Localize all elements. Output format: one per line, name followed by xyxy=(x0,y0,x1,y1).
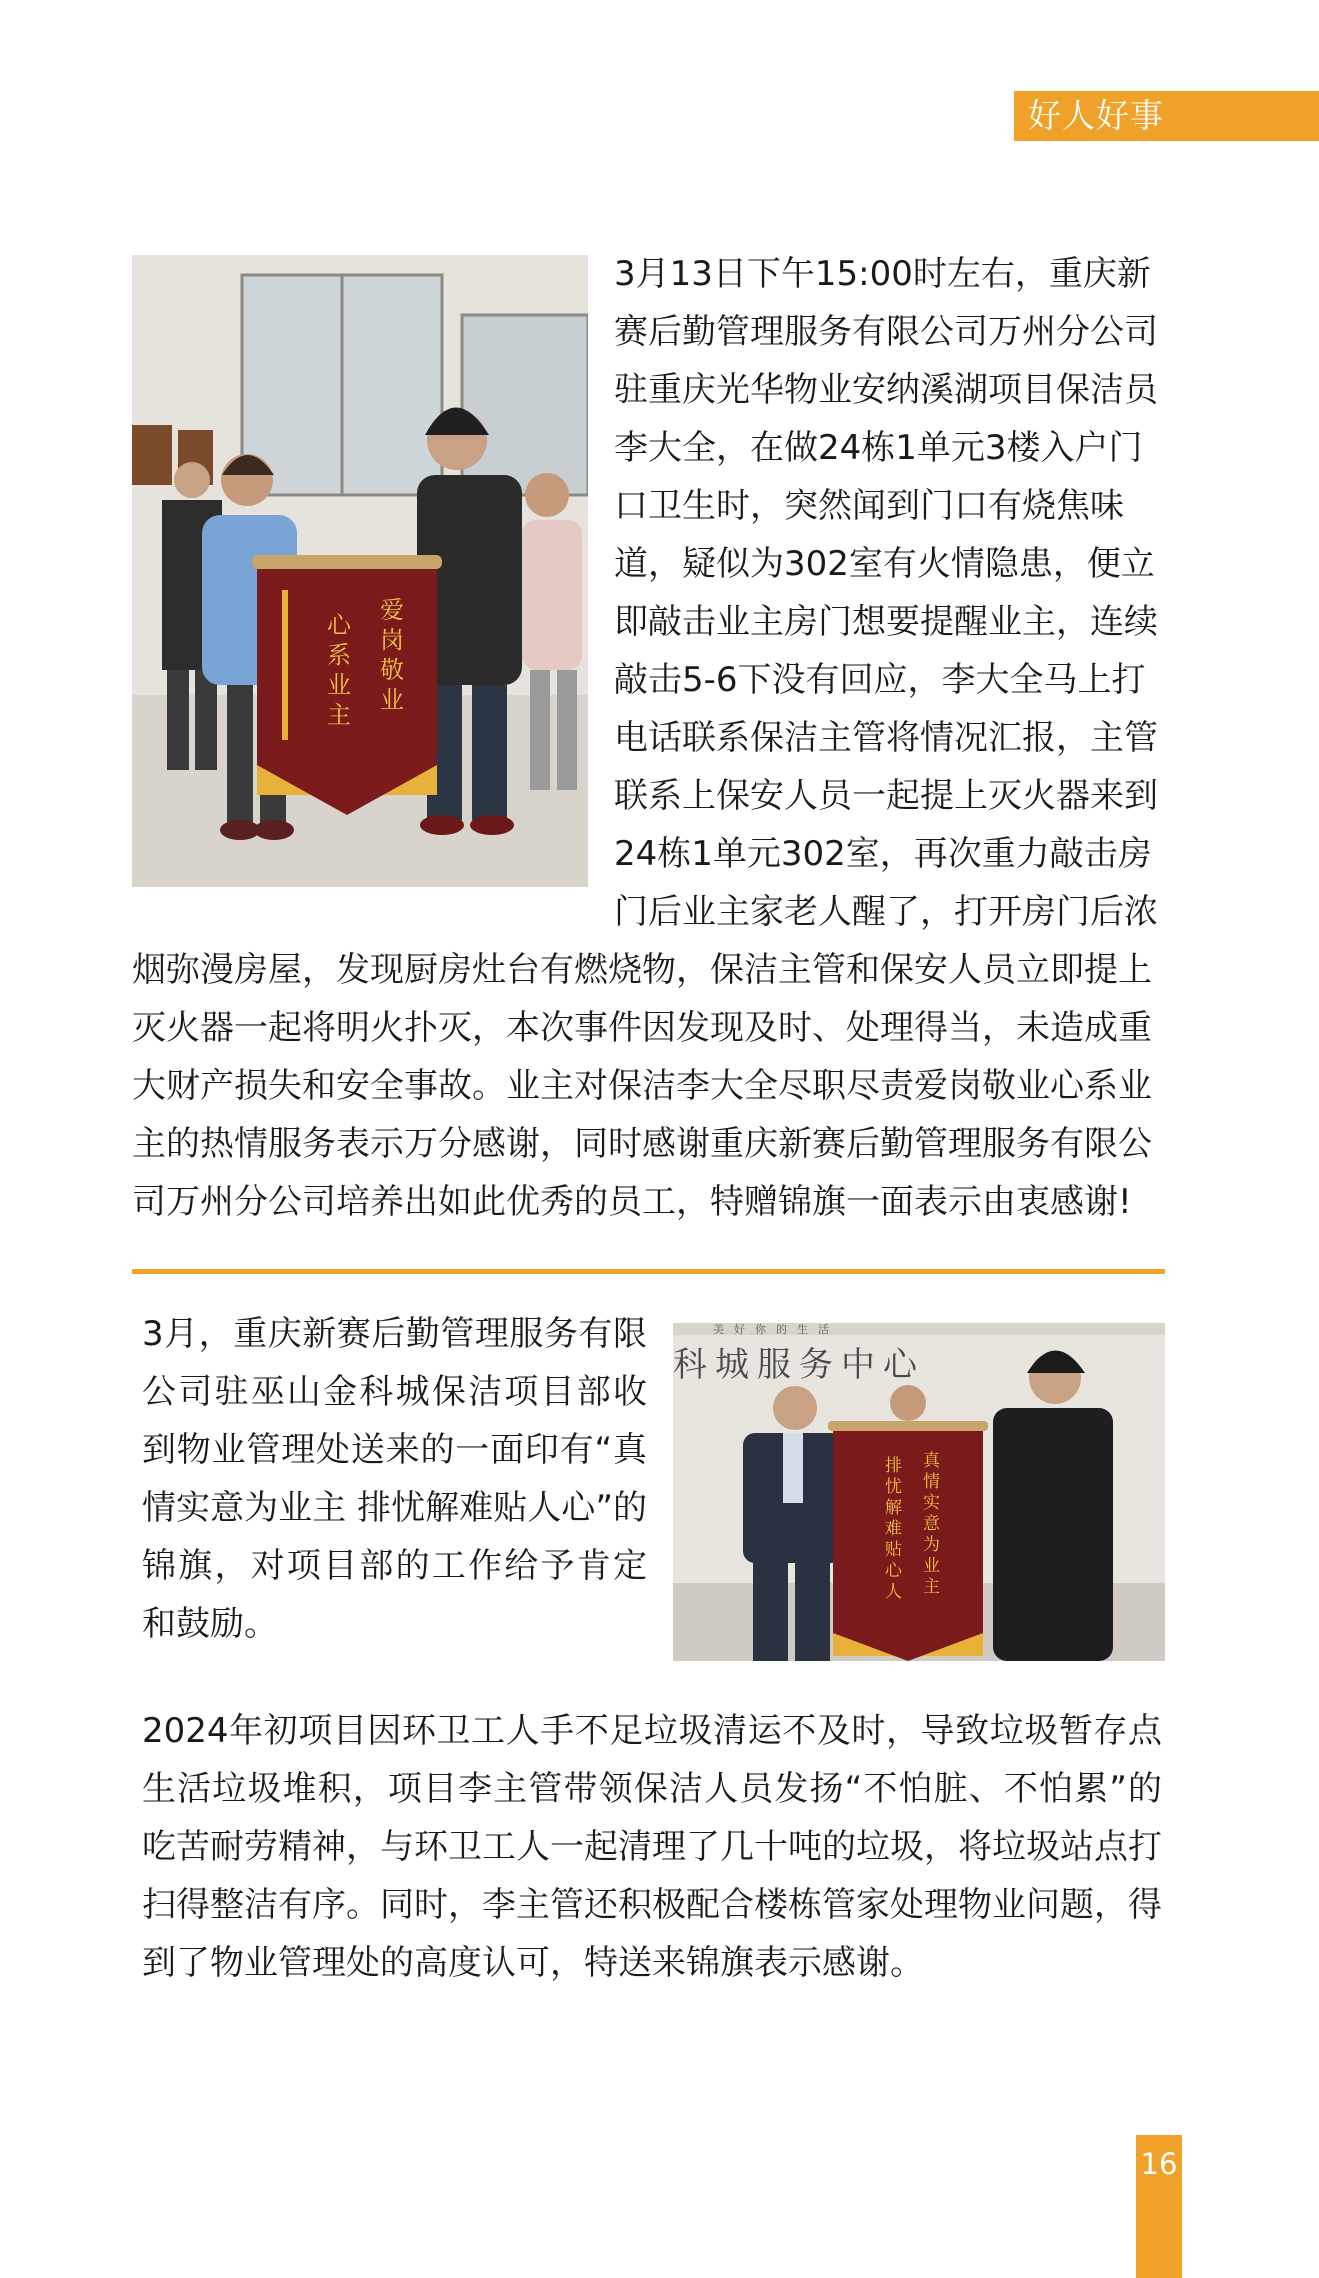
banner-text-right: 真情实意为业主 xyxy=(923,1451,940,1597)
page-number-tab xyxy=(1136,2135,1182,2278)
service-center-sign-top: 美好你的生活 xyxy=(713,1323,839,1336)
service-center-sign: 科城服务中心 xyxy=(673,1345,925,1385)
banner-text-right: 爱岗敬业 xyxy=(380,596,404,714)
story-2-text: 3月，重庆新赛后勤管理服务有限公司驻巫山金科城保洁项目部收到物业管理处送来的一面印有“真情实意为业主 排忧解难贴人心”的锦旗，对项目部的工作给予肯定和鼓励。 xyxy=(142,1314,647,1644)
section-divider xyxy=(132,1269,1165,1274)
banner-presentation-photo-1 xyxy=(132,255,588,887)
story-1-text: 3月13日下午15:00时左右，重庆新赛后勤管理服务有限公司万州分公司驻重庆光华物业安纳溪湖项目保洁员李大全，在做24栋1单元3楼入户门口卫生时，突然闻到门口有烧焦味道，疑似为302室有火情隐患，便立即敲击业主房门想要提醒业主，连续敲击5-6下没有回应，李大全马上打电话联系保洁主管将情况汇报，主管联系上保安人员一起提上灭火器来到24栋1单元302室，再次重力敲击房门后业主家老人醒了，打开房门后浓烟弥漫房屋，发现厨房灶台有燃烧物，保洁主管和保安人员立即提上灭火器一起将明火扑灭，本次事件因发现及时、处理得当，未造成重大财产损失和安全事故。业主对保洁李大全尽职尽责爱岗敬业心系业主的热情服务表示万分感谢，同时感谢重庆新赛后勤管理服务有限公司万州分公司培养出如此优秀的员工，特赠锦旗一面表示由衷感谢! xyxy=(132,254,1158,1222)
photo-illustration xyxy=(132,255,588,887)
story-3-text: 2024年初项目因环卫工人手不足垃圾清运不及时，导致垃圾暂存点生活垃圾堆积，项目李主管带领保洁人员发扬“不怕脏、不怕累”的吃苦耐劳精神，与环卫工人一起清理了几十吨的垃圾，将垃圾站点打扫得整洁有序。同时，李主管还积极配合楼栋管家处理物业问题，得到了物业管理处的高度认可，特送来锦旗表示感谢。 xyxy=(142,1711,1162,1983)
section-title: 好人好事 xyxy=(1028,96,1164,135)
banner-text-left: 心系业主 xyxy=(327,611,351,729)
story-fire-rescue xyxy=(132,245,1164,1231)
banner-presentation-photo-2 xyxy=(673,1323,1165,1661)
page-number: 16 xyxy=(1140,2147,1178,2181)
section-header-tab xyxy=(1014,91,1319,141)
banner-text-left: 排忧解难贴心人 xyxy=(885,1456,902,1602)
